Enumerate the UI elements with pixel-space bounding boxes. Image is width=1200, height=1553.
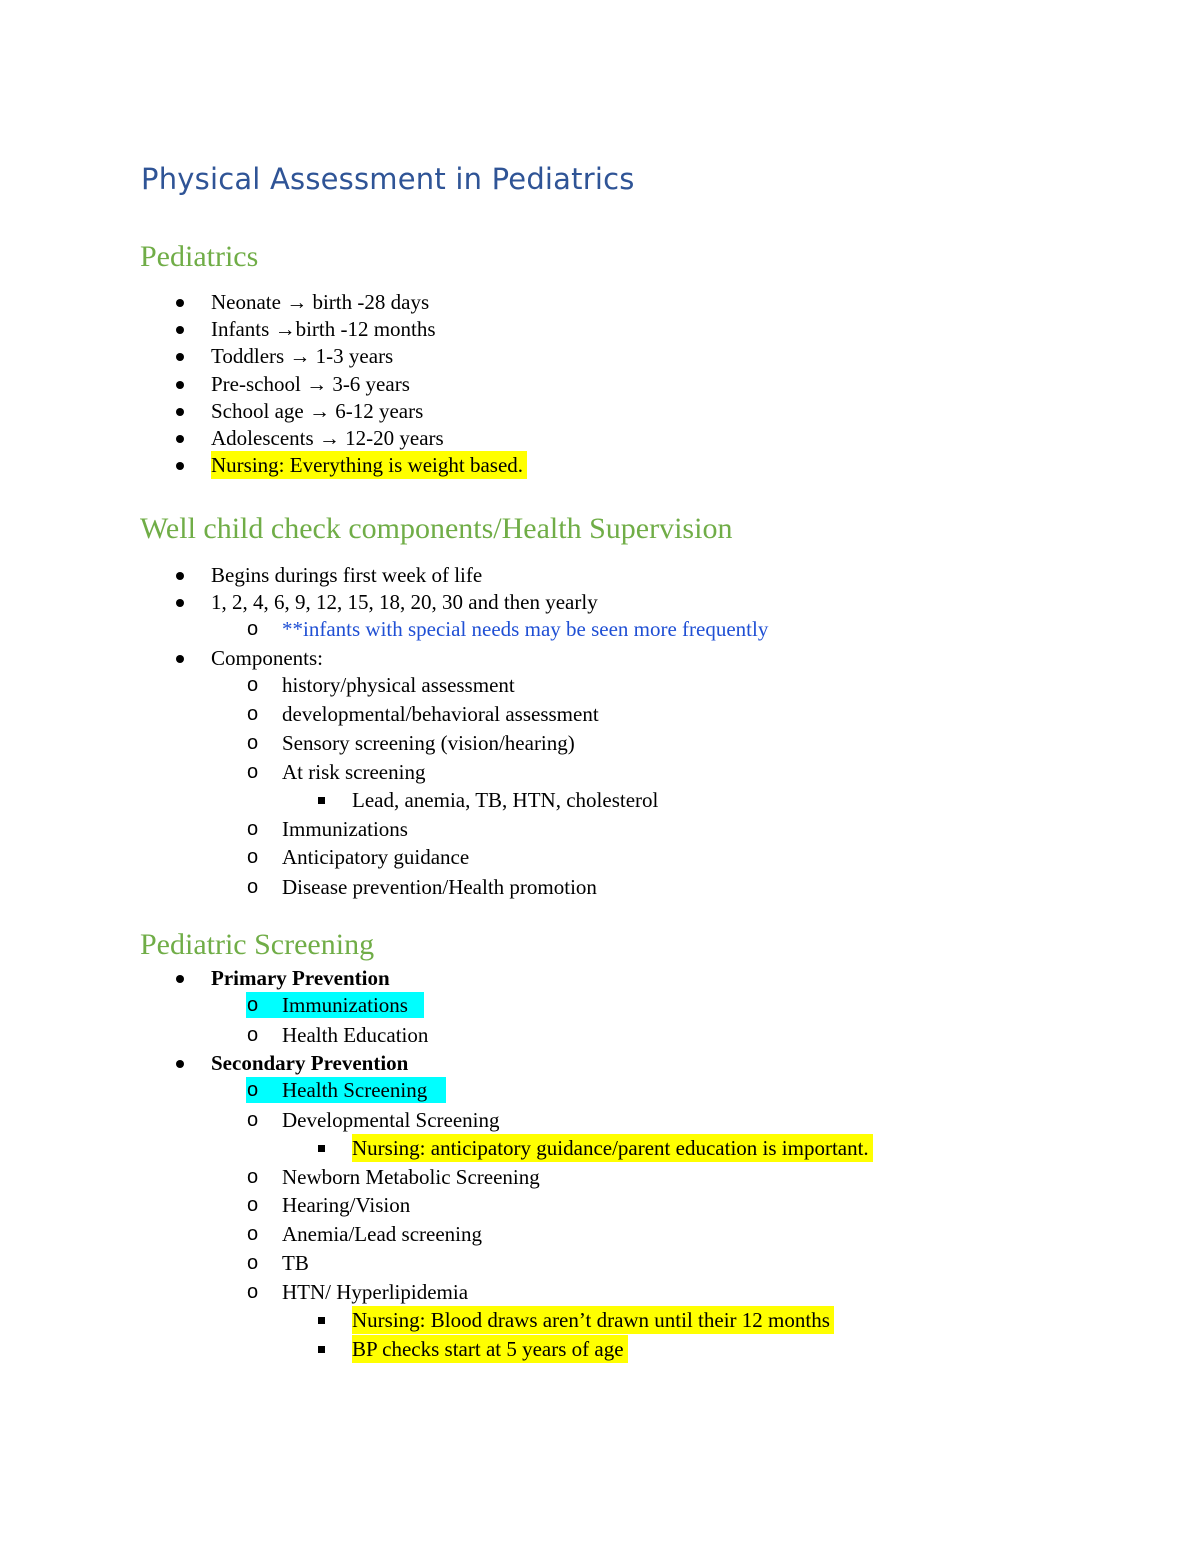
- circle-bullet-icon: o: [247, 1194, 259, 1216]
- circle-bullet-icon: o: [247, 1252, 259, 1274]
- list-item-text: Developmental Screening: [282, 1108, 500, 1132]
- list-item-text: Health Screening: [282, 1078, 428, 1102]
- section-heading-pediatric-screening: Pediatric Screening: [140, 928, 375, 961]
- nursing-note-highlighted: Nursing: Blood draws aren’t drawn until their 12 months: [352, 1306, 834, 1334]
- list-item-text: Primary Prevention: [211, 966, 390, 990]
- list-item-text: developmental/behavioral assessment: [282, 702, 599, 726]
- list-item-text: School age → 6-12 years: [211, 399, 424, 423]
- list-item-text: Anemia/Lead screening: [282, 1222, 482, 1246]
- list-item-text: Pre-school → 3-6 years: [211, 372, 410, 396]
- list-item-text: Newborn Metabolic Screening: [282, 1165, 540, 1189]
- circle-bullet-icon: o: [247, 703, 259, 725]
- circle-bullet-icon: o: [247, 1166, 259, 1188]
- list-item-text: Lead, anemia, TB, HTN, cholesterol: [352, 788, 659, 812]
- list-item-text: Immunizations: [282, 817, 408, 841]
- list-item-text: Adolescents → 12-20 years: [211, 426, 444, 450]
- circle-bullet-icon: o: [247, 732, 259, 754]
- nursing-note-highlighted: BP checks start at 5 years of age: [352, 1335, 628, 1363]
- list-item-text: TB: [282, 1251, 309, 1275]
- circle-bullet-icon: o: [247, 1109, 259, 1131]
- list-item-text: history/physical assessment: [282, 673, 515, 697]
- special-needs-note: **infants with special needs may be seen more frequently: [282, 617, 769, 641]
- list-item-text: Disease prevention/Health promotion: [282, 875, 597, 899]
- circle-bullet-icon: o: [247, 618, 259, 640]
- list-item-text: 1, 2, 4, 6, 9, 12, 15, 18, 20, 30 and then yearly: [211, 590, 598, 614]
- circle-bullet-icon: o: [247, 876, 259, 898]
- list-item-text: Neonate → birth -28 days: [211, 290, 430, 314]
- nursing-note-highlighted: Nursing: Everything is weight based.: [211, 451, 527, 479]
- circle-bullet-icon: o: [247, 818, 259, 840]
- list-item-text: At risk screening: [282, 760, 426, 784]
- list-item-text: Toddlers → 1-3 years: [211, 344, 394, 368]
- list-item-text: Immunizations: [282, 993, 408, 1017]
- list-item-text: Hearing/Vision: [282, 1193, 411, 1217]
- circle-bullet-icon: o: [247, 1079, 259, 1101]
- list-item-text: Sensory screening (vision/hearing): [282, 731, 575, 755]
- circle-bullet-icon: o: [247, 1281, 259, 1303]
- circle-bullet-icon: o: [247, 1223, 259, 1245]
- list-item-text: Components:: [211, 646, 324, 670]
- nursing-note-highlighted: Nursing: anticipatory guidance/parent education is important.: [352, 1134, 873, 1162]
- list-item-text: Health Education: [282, 1023, 429, 1047]
- list-item-text: Anticipatory guidance: [282, 845, 470, 869]
- page-title: Physical Assessment in Pediatrics: [141, 162, 635, 196]
- circle-bullet-icon: o: [247, 1024, 259, 1046]
- section-heading-pediatrics: Pediatrics: [140, 240, 259, 273]
- section-heading-well-child-check: Well child check components/Health Supervision: [140, 512, 733, 545]
- circle-bullet-icon: o: [247, 674, 259, 696]
- list-item-text: HTN/ Hyperlipidemia: [282, 1280, 469, 1304]
- list-item-text: Secondary Prevention: [211, 1051, 409, 1075]
- circle-bullet-icon: o: [247, 761, 259, 783]
- circle-bullet-icon: o: [247, 994, 259, 1016]
- circle-bullet-icon: o: [247, 846, 259, 868]
- list-item-text: Begins durings first week of life: [211, 563, 483, 587]
- list-item-text: Infants →birth -12 months: [211, 317, 436, 341]
